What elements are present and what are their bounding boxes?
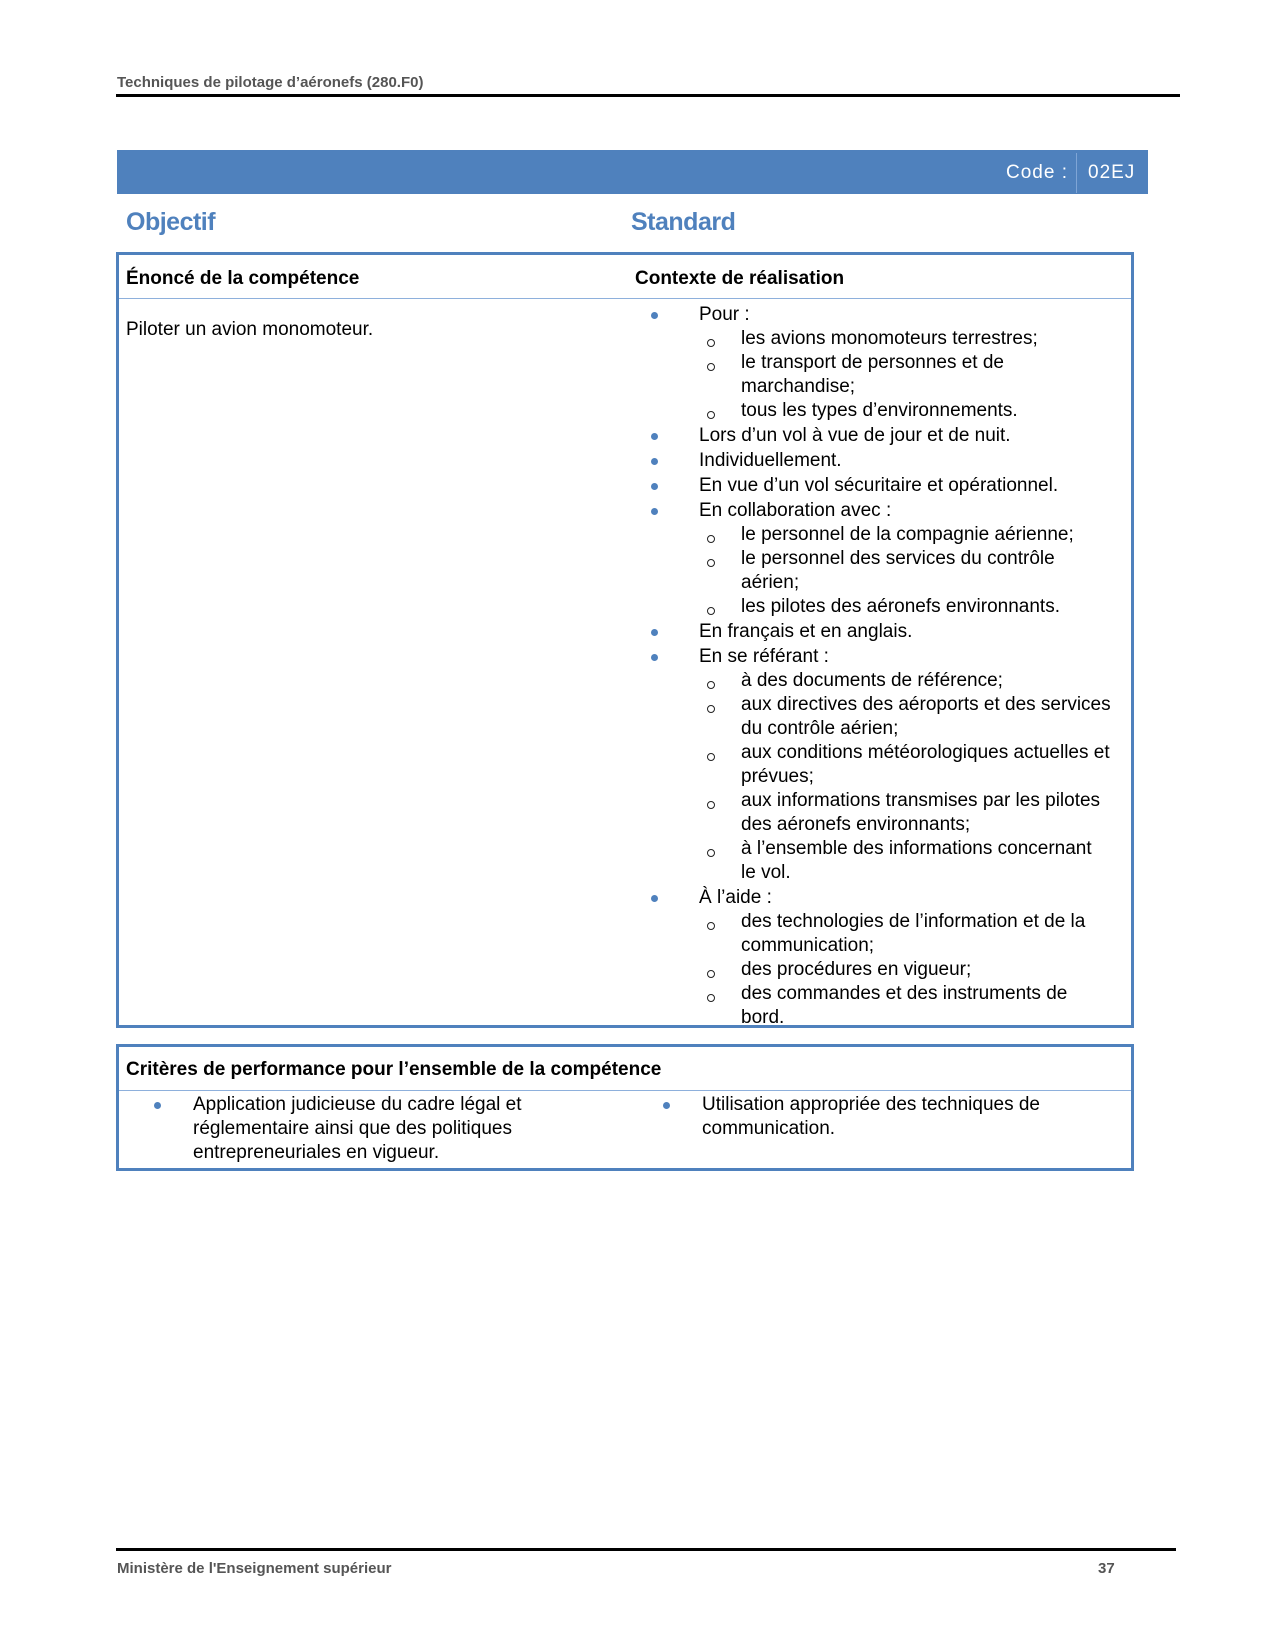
context-item (631, 620, 1111, 644)
bullet-icon (651, 508, 658, 515)
context-subitem (699, 693, 1111, 741)
bullet-icon (651, 433, 658, 440)
context-item (631, 499, 1111, 619)
competence-statement: Piloter un avion monomoteur. (126, 319, 374, 340)
context-item-text: Pour : (699, 304, 750, 325)
context-item (631, 474, 1111, 498)
context-subitem (699, 669, 1111, 693)
context-subitem (699, 982, 1111, 1030)
context-item-text: En se référant : (699, 646, 829, 667)
document-header-title: Techniques de pilotage d’aéronefs (280.F0) (117, 74, 424, 91)
context-item (631, 449, 1111, 473)
footer-rule (116, 1548, 1176, 1551)
context-subitem (699, 595, 1111, 619)
context-subitem-text: le personnel de la compagnie aérienne; (741, 524, 1074, 545)
context-list (631, 303, 1111, 1031)
context-item-text: En français et en anglais. (699, 621, 913, 642)
circle-bullet-icon (707, 970, 715, 978)
context-subitem-text: aux directives des aéroports et des services du contrôle aérien; (741, 694, 1111, 739)
circle-bullet-icon (707, 994, 715, 1002)
circle-bullet-icon (707, 849, 715, 857)
criteria-item-text: Utilisation appropriée des techniques de communication. (702, 1094, 1040, 1139)
context-item (631, 303, 1111, 423)
context-subitem (699, 837, 1111, 885)
context-subitem-text: des commandes et des instruments de bord. (741, 983, 1068, 1028)
code-band (117, 150, 1148, 194)
circle-bullet-icon (707, 339, 715, 347)
context-subitem-text: des technologies de l’information et de la communication; (741, 911, 1086, 956)
context-subitem (699, 327, 1111, 351)
circle-bullet-icon (707, 363, 715, 371)
context-item-text: Individuellement. (699, 450, 842, 471)
header-rule (116, 94, 1180, 97)
context-subitem (699, 910, 1111, 958)
circle-bullet-icon (707, 801, 715, 809)
context-subitem-text: les pilotes des aéronefs environnants. (741, 596, 1060, 617)
code-value: 02EJ (1088, 162, 1136, 183)
bullet-icon (651, 458, 658, 465)
bullet-icon (651, 895, 658, 902)
section-title-standard: Standard (631, 208, 736, 236)
context-subitem-text: des procédures en vigueur; (741, 959, 972, 980)
context-heading: Contexte de réalisation (635, 268, 845, 289)
competence-box (116, 252, 1134, 1028)
context-item-text: En collaboration avec : (699, 500, 892, 521)
context-sublist (699, 910, 1111, 1030)
criteria-box (116, 1044, 1134, 1171)
circle-bullet-icon (707, 922, 715, 930)
circle-bullet-icon (707, 535, 715, 543)
circle-bullet-icon (707, 559, 715, 567)
bullet-icon (651, 654, 658, 661)
competence-head-rule (119, 298, 1131, 299)
context-subitem (699, 523, 1111, 547)
context-subitem-text: aux conditions météorologiques actuelles et prévues; (741, 742, 1110, 787)
context-subitem (699, 399, 1111, 423)
criteria-heading: Critères de performance pour l’ensemble de la compétence (126, 1059, 662, 1080)
bullet-icon (154, 1102, 161, 1109)
section-title-objectif: Objectif (126, 208, 216, 236)
statement-heading: Énoncé de la compétence (126, 268, 360, 289)
criteria-item-text: Application judicieuse du cadre légal et réglementaire ainsi que des politiques entrepreneuriales en vigueur. (193, 1094, 522, 1163)
bullet-icon (651, 483, 658, 490)
bullet-icon (663, 1102, 670, 1109)
context-item-text: Lors d’un vol à vue de jour et de nuit. (699, 425, 1011, 446)
criteria-head-rule (119, 1090, 1131, 1091)
context-subitem (699, 547, 1111, 595)
context-subitem-text: à des documents de référence; (741, 670, 1003, 691)
code-divider (1076, 153, 1077, 193)
context-item (631, 645, 1111, 885)
context-subitem-text: tous les types d’environnements. (741, 400, 1018, 421)
bullet-icon (651, 312, 658, 319)
context-subitem-text: à l’ensemble des informations concernant le vol. (741, 838, 1092, 883)
context-subitem (699, 789, 1111, 837)
context-subitem (699, 351, 1111, 399)
circle-bullet-icon (707, 753, 715, 761)
context-sublist (699, 669, 1111, 885)
circle-bullet-icon (707, 411, 715, 419)
context-subitem (699, 958, 1111, 982)
context-sublist (699, 327, 1111, 423)
context-item (631, 424, 1111, 448)
context-item (631, 886, 1111, 1030)
context-item-text: En vue d’un vol sécuritaire et opérationnel. (699, 475, 1059, 496)
code-label: Code : (1006, 162, 1068, 183)
context-sublist (699, 523, 1111, 619)
circle-bullet-icon (707, 607, 715, 615)
context-subitem-text: aux informations transmises par les pilotes des aéronefs environnants; (741, 790, 1101, 835)
footer-ministry: Ministère de l'Enseignement supérieur (117, 1560, 392, 1577)
context-item-text: À l’aide : (699, 887, 772, 908)
bullet-icon (651, 629, 658, 636)
circle-bullet-icon (707, 705, 715, 713)
context-subitem-text: le transport de personnes et de marchandise; (741, 352, 1005, 397)
context-subitem (699, 741, 1111, 789)
footer-page-number: 37 (1098, 1560, 1115, 1577)
context-subitem-text: le personnel des services du contrôle aérien; (741, 548, 1055, 593)
circle-bullet-icon (707, 681, 715, 689)
context-subitem-text: les avions monomoteurs terrestres; (741, 328, 1038, 349)
